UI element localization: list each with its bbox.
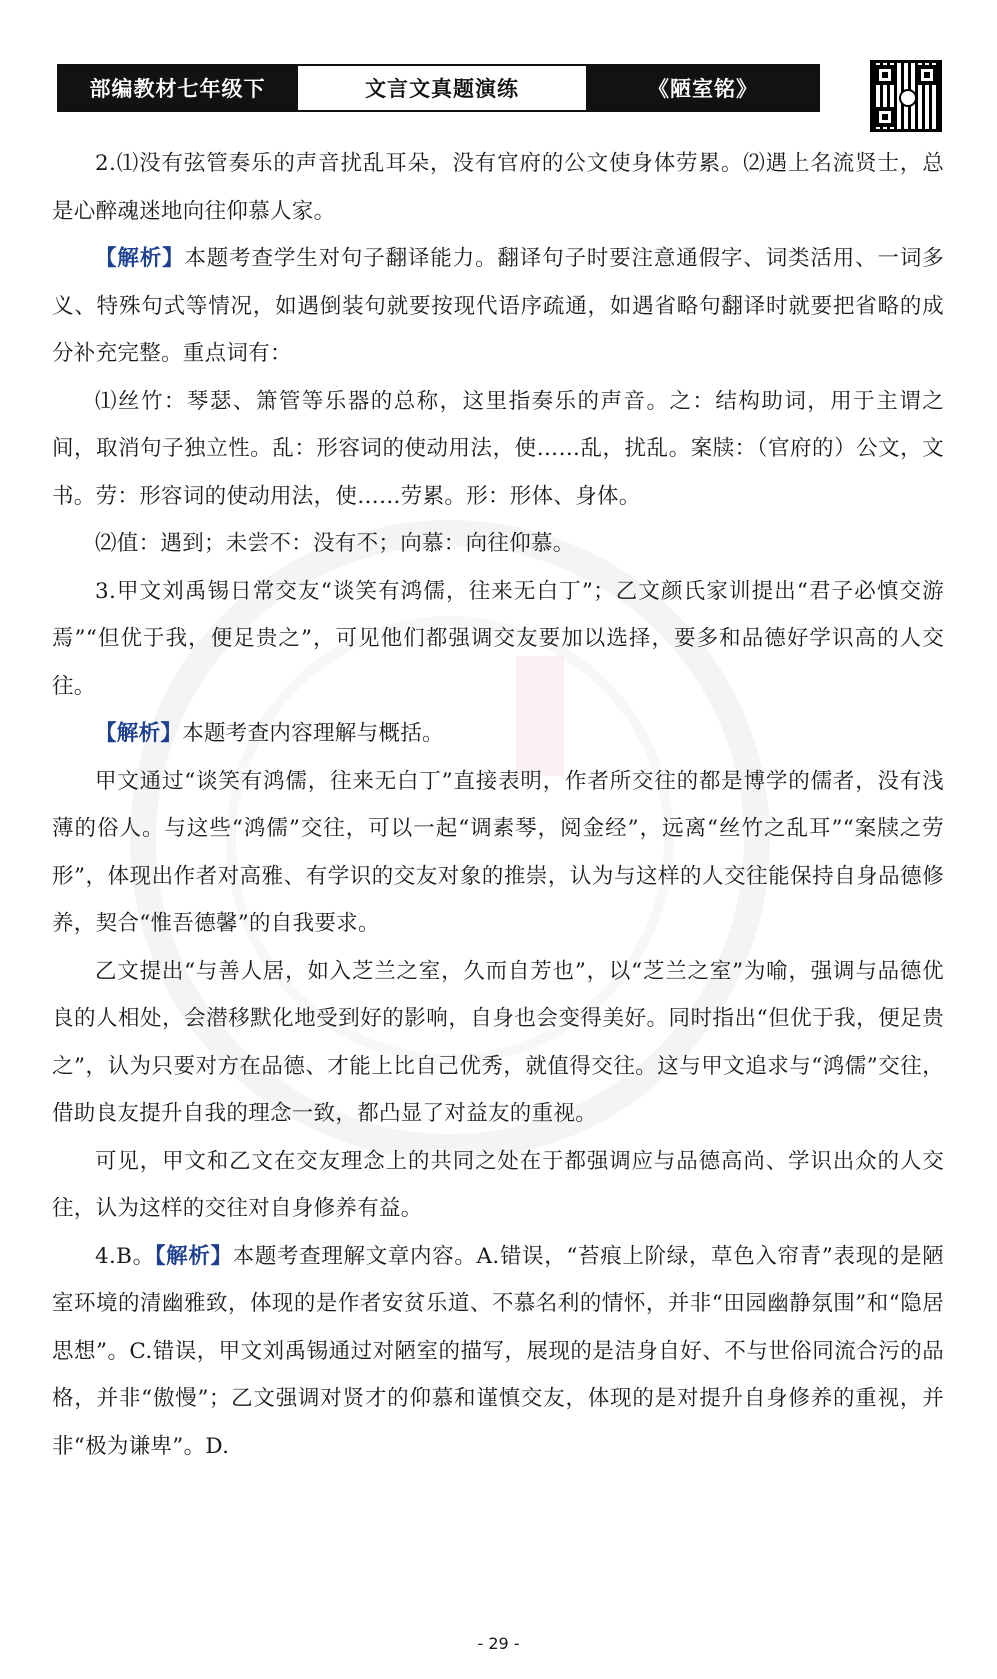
answer-2: 2.⑴没有弦管奏乐的声音扰乱耳朵，没有官府的公文使身体劳累。⑵遇上名流贤士，总是心醉魂迷地向往仰慕人家。 xyxy=(52,151,944,224)
header-textbook: 部编教材七年级下 xyxy=(59,66,296,110)
analysis-3-para-1: 甲文通过“谈笑有鸿儒，往来无白丁”直接表明，作者所交往的都是博学的儒者，没有浅薄的俗人。与这些“鸿儒”交往，可以一起“调素琴，阅金经”，远离“丝竹之乱耳”“案牍之劳形”，体现出作者对高雅、有学识的交友对象的推崇，认为与这样的人交往能保持自身品德修养，契合“惟吾德馨”的自我要求。 xyxy=(52,768,944,936)
qr-code-icon xyxy=(870,60,942,132)
analysis-2-item-1: ⑴丝竹：琴瑟、箫管等乐器的总称，这里指奏乐的声音。之：结构助词，用于主谓之间，取消句子独立性。乱：形容词的使动用法，使……乱，扰乱。案牍：（官府的）公文，文书。劳：形容词的使动用法，使……劳累。形：形体、身体。 xyxy=(52,388,944,509)
analysis-3-para-3: 可见，甲文和乙文在交友理念上的共同之处在于都强调应与品德高尚、学识出众的人交往，认为这样的交往对自身修养有益。 xyxy=(52,1148,944,1221)
analysis-label: 【解析】 xyxy=(154,1243,233,1269)
analysis-3-para-2: 乙文提出“与善人居，如入芝兰之室，久而自芳也”，以“芝兰之室”为喻，强调与品德优良的人相处，会潜移默化地受到好的影响，自身也会变得美好。同时指出“但优于我，便足贵之”，认为只要对方在品德、才能上比自己优秀，就值得交往。这与甲文追求与“鸿儒”交往，借助良友提升自我的理念一致，都凸显了对益友的重视。 xyxy=(52,958,944,1126)
analysis-3: 【解析】本题考查内容理解与概括。 xyxy=(95,721,444,746)
answer-4: 4.B。【解析】本题考查理解文章内容。A.错误，“苔痕上阶绿，草色入帘青”表现的是陋室环境的清幽雅致，体现的是作者安贫乐道、不慕名利的情怀，并非“田园幽静氛围”和“隐居思想”。C.错误，甲文刘禹锡通过对陋室的描写，展现的是洁身自好、不与世俗同流合污的品格，并非“傲慢”；乙文强调对贤才的仰慕和谨慎交友，体现的是对提升自身修养的重视，并非“极为谦卑”。D. xyxy=(52,1243,945,1459)
page-header xyxy=(57,64,820,112)
page-number: - 29 - xyxy=(477,1634,520,1653)
analysis-2-item-2: ⑵值：遇到；未尝不：没有不；向慕：向往仰慕。 xyxy=(95,531,575,556)
header-title: 《陋室铭》 xyxy=(588,66,818,110)
analysis-label: 【解析】 xyxy=(95,721,183,746)
header-section: 文言文真题演练 xyxy=(296,66,588,110)
analysis-2: 【解析】本题考查学生对句子翻译能力。翻译句子时要注意通假字、词类活用、一词多义、特殊句式等情况，如遇倒装句就要按现代语序疏通，如遇省略句翻译时就要把省略的成分补充完整。重点词有： xyxy=(52,246,944,366)
answer-3: 3.甲文刘禹锡日常交友“谈笑有鸿儒，往来无白丁”；乙文颜氏家训提出“君子必慎交游焉”“但优于我，便足贵之”，可见他们都强调交友要加以选择，要多和品德好学识高的人交往。 xyxy=(52,578,944,699)
answer-content xyxy=(52,140,944,1470)
analysis-label: 【解析】 xyxy=(95,246,185,271)
